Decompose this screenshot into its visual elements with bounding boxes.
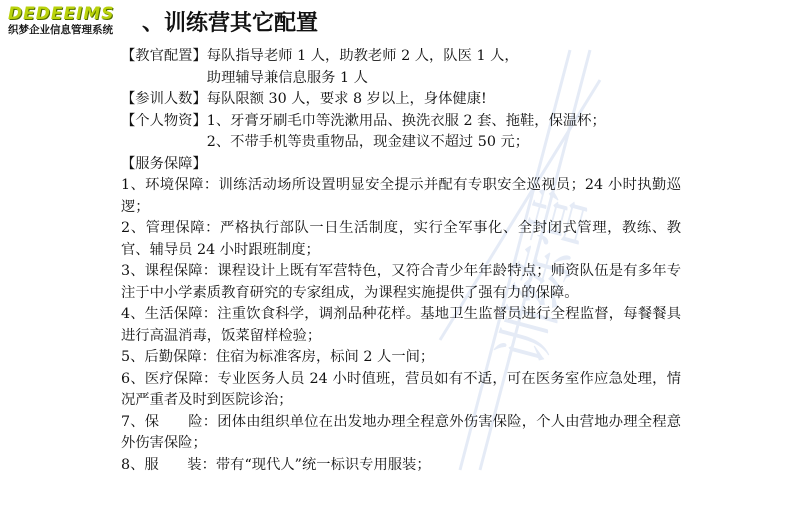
logo-subtitle: 织梦企业信息管理系统 xyxy=(8,24,113,36)
service-item: 7、保 险：团体由组织单位在出发地办理全程意外伤害保险，个人由营地办理全程意外伤害保险； xyxy=(121,413,681,451)
section-line: 每队限额 30 人，要求 8 岁以上，身体健康! xyxy=(206,91,487,107)
section-line: 助理辅导兼信息服务 1 人 xyxy=(206,69,368,86)
service-item: 8、服 装：带有“现代人”统一标识专用服装； xyxy=(121,456,431,473)
section-line: 1、牙膏牙刷毛巾等洗漱用品、换洗衣服 2 套、拖鞋，保温杯； xyxy=(206,112,606,129)
service-item: 5、后勤保障：住宿为标准客房，标间 2 人一间； xyxy=(121,349,435,365)
section-tag: 【个人物资】 xyxy=(121,112,207,129)
section-enrollment xyxy=(121,89,681,111)
section-staff xyxy=(121,46,681,89)
section-line: 2、不带手机等贵重物品，现金建议不超过 50 元； xyxy=(206,134,530,150)
logo-mark: DEDEEIMS xyxy=(8,4,115,24)
section-tag: 【教官配置】 xyxy=(121,48,207,64)
site-logo xyxy=(8,4,144,37)
service-item: 2、管理保障：严格执行部队一日生活制度，实行全军事化、全封闭式管理，教练、教官、辅导员 24 小时跟班制度； xyxy=(121,220,681,258)
service-item: 4、生活保障：注重饮食科学，调剂品种花样。基地卫生监督员进行全程监督，每餐餐具进行高温消毒，饭菜留样检验； xyxy=(121,306,681,344)
service-item: 1、环境保障：训练活动场所设置明显安全提示并配有专职安全巡视员；24 小时执勤巡逻； xyxy=(121,177,681,215)
config-content xyxy=(121,46,681,476)
service-item: 6、医疗保障：专业医务人员 24 小时值班，营员如有不适，可在医务室作应急处理，情况严重者及时到医院诊治； xyxy=(121,370,681,408)
service-item: 3、课程保障：课程设计上既有军营特色，又符合青少年年龄特点；师资队伍是有多年专注于中小学素质教育研究的专家组成，为课程实施提供了强有力的保障。 xyxy=(121,263,681,301)
section-heading: 、训练营其它配置 xyxy=(142,10,319,36)
watermark-text: 训练营 xyxy=(486,181,602,374)
services-title: 【服务保障】 xyxy=(121,155,207,172)
section-supplies xyxy=(121,111,681,154)
section-line: 每队指导老师 1 人，助教老师 2 人，队医 1 人， xyxy=(206,48,519,64)
section-tag: 【参训人数】 xyxy=(121,91,207,107)
